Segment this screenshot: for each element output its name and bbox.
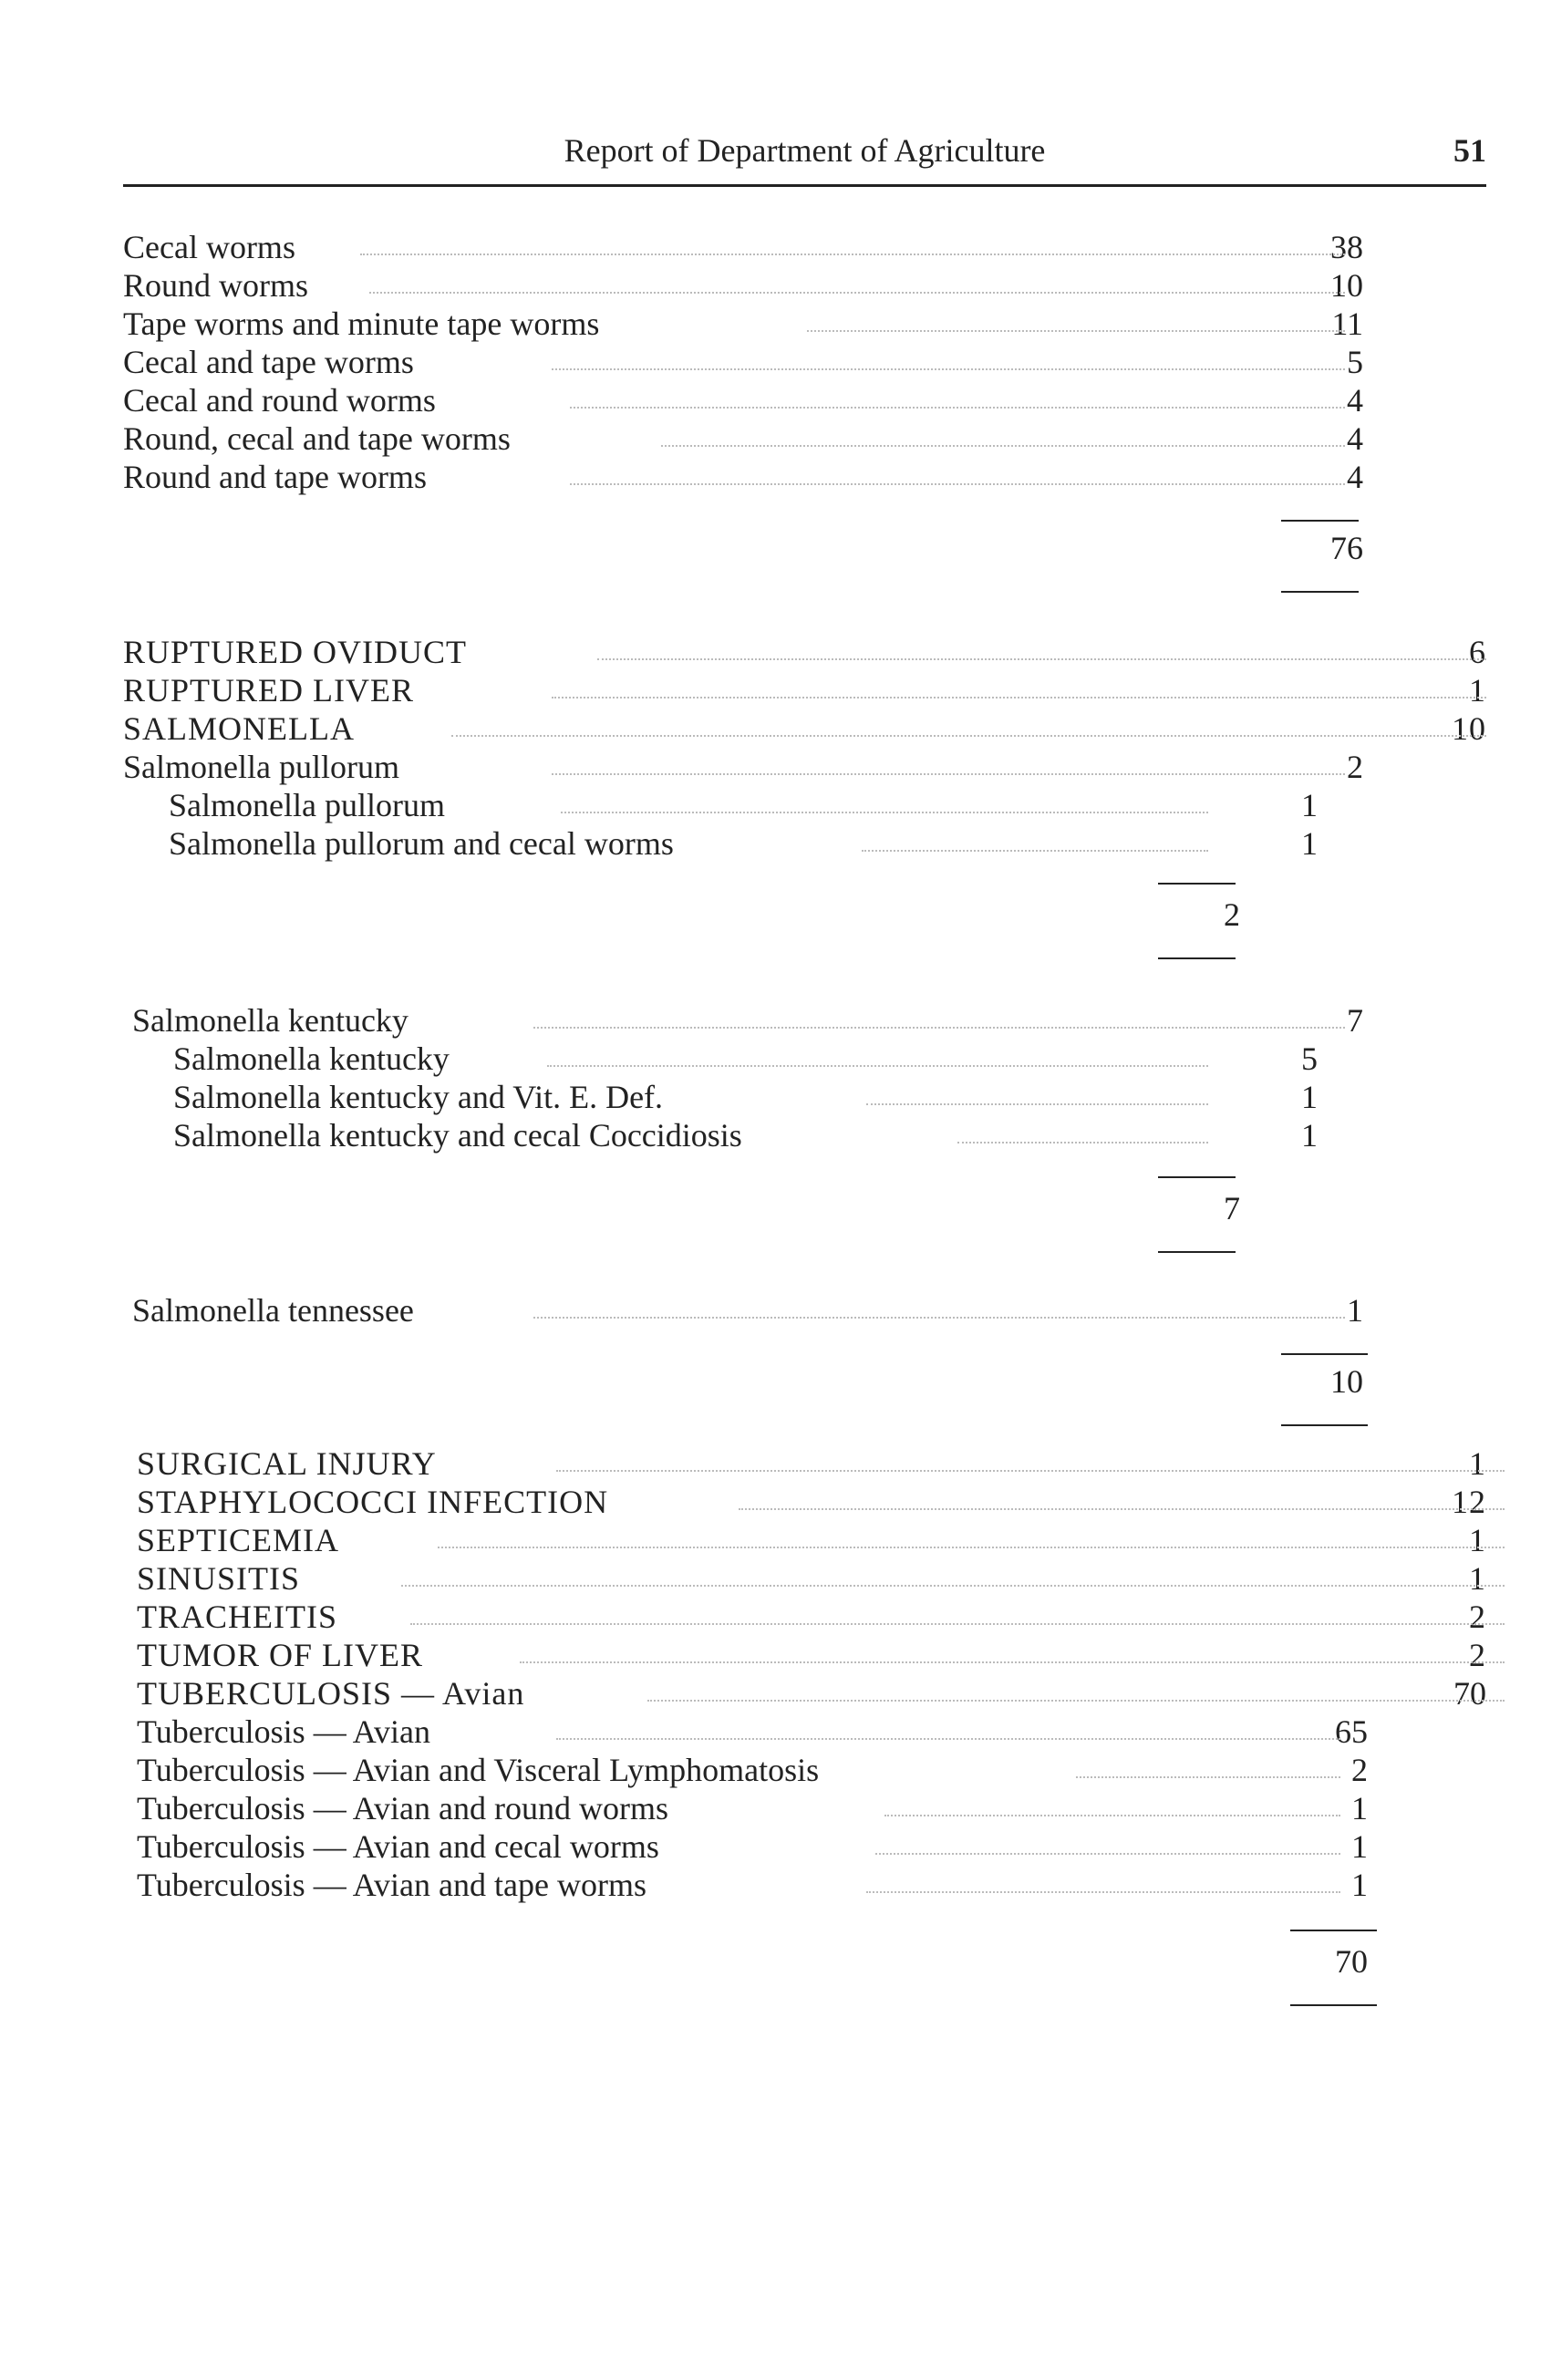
row-value: 1 <box>1469 1522 1486 1558</box>
leader-dots <box>369 292 1345 294</box>
leader-dots <box>862 850 1208 852</box>
table-row <box>137 1444 1491 1483</box>
subtotal: 2 <box>1224 896 1240 933</box>
table-row <box>123 633 1491 671</box>
row-value: 38 <box>1330 229 1363 265</box>
leader-dots <box>556 1738 1340 1740</box>
row-label: Tuberculosis — Avian and tape worms <box>137 1866 652 1904</box>
table-row <box>137 1827 1372 1866</box>
row-label: SALMONELLA <box>123 709 360 748</box>
row-label: Salmonella pullorum and cecal worms <box>169 824 679 863</box>
table-row <box>123 266 1363 305</box>
row-value: 1 <box>1351 1790 1368 1826</box>
row-value: 65 <box>1335 1713 1368 1750</box>
table-row <box>137 1866 1372 1904</box>
table-row <box>132 1001 1363 1040</box>
leader-dots <box>739 1508 1505 1510</box>
leader-dots <box>547 1065 1208 1067</box>
row-value: 2 <box>1351 1752 1368 1788</box>
sum-rule <box>1281 1424 1368 1426</box>
subtotal: 70 <box>1335 1943 1368 1980</box>
table-row <box>137 1559 1491 1598</box>
row-label: Tape worms and minute tape worms <box>123 305 605 343</box>
leader-dots <box>401 1585 1505 1587</box>
sum-rule <box>1290 2004 1377 2006</box>
leader-dots <box>866 1891 1340 1893</box>
table-row <box>173 1040 1318 1078</box>
table-row <box>123 305 1363 343</box>
leader-dots <box>533 1027 1345 1029</box>
row-value: 70 <box>1453 1675 1486 1712</box>
sum-rule <box>1158 1251 1236 1253</box>
row-label: Tuberculosis — Avian and cecal worms <box>137 1827 665 1866</box>
page-number: 51 <box>1453 132 1486 169</box>
row-label: Round, cecal and tape worms <box>123 419 516 458</box>
row-label: Salmonella pullorum <box>123 748 405 786</box>
table-row <box>123 709 1491 748</box>
subtotal: 10 <box>1330 1363 1363 1400</box>
row-value: 6 <box>1469 634 1486 670</box>
row-value: 1 <box>1469 1560 1486 1597</box>
subtotal: 76 <box>1330 530 1363 566</box>
leader-dots <box>570 483 1345 485</box>
row-label: Salmonella kentucky and cecal Coccidiosis <box>173 1116 748 1154</box>
sum-rule <box>1281 1353 1368 1355</box>
table-row <box>173 1116 1318 1154</box>
row-value: 4 <box>1347 382 1363 419</box>
subtotal: 7 <box>1224 1190 1240 1226</box>
leader-dots <box>533 1317 1345 1319</box>
row-label: TRACHEITIS <box>137 1598 343 1636</box>
table-row <box>137 1713 1372 1751</box>
sum-rule <box>1281 591 1359 593</box>
table-row <box>123 228 1363 266</box>
row-value: 5 <box>1347 344 1363 380</box>
row-value: 1 <box>1347 1292 1363 1329</box>
row-label: Salmonella kentucky <box>173 1040 455 1078</box>
row-value: 2 <box>1347 749 1363 785</box>
row-label: Salmonella pullorum <box>169 786 450 824</box>
row-value: 7 <box>1347 1002 1363 1039</box>
row-value: 2 <box>1469 1637 1486 1673</box>
sum-rule <box>1158 957 1236 959</box>
leader-dots <box>520 1661 1505 1663</box>
table-row <box>137 1521 1491 1559</box>
table-row <box>169 786 1318 824</box>
row-value: 12 <box>1452 1484 1486 1520</box>
leader-dots <box>884 1815 1340 1816</box>
row-value: 1 <box>1301 1079 1318 1115</box>
row-label: Salmonella kentucky <box>132 1001 414 1040</box>
row-value: 1 <box>1351 1867 1368 1903</box>
table-row <box>137 1483 1491 1521</box>
row-label: RUPTURED LIVER <box>123 671 419 709</box>
table-row <box>173 1078 1318 1116</box>
table-row <box>137 1751 1372 1789</box>
row-label: Tuberculosis — Avian and Visceral Lymphomatosis <box>137 1751 824 1789</box>
leader-dots <box>360 254 1345 255</box>
row-label: Salmonella kentucky and Vit. E. Def. <box>173 1078 668 1116</box>
row-label: SURGICAL INJURY <box>137 1444 442 1483</box>
leader-dots <box>410 1623 1505 1625</box>
row-value: 1 <box>1469 1445 1486 1482</box>
leader-dots <box>552 773 1345 775</box>
row-value: 10 <box>1452 710 1486 747</box>
table-row <box>137 1674 1491 1713</box>
row-label: TUBERCULOSIS — Avian <box>137 1674 530 1713</box>
row-value: 1 <box>1351 1828 1368 1865</box>
sum-rule <box>1290 1930 1377 1931</box>
table-row <box>123 748 1363 786</box>
table-row <box>123 343 1363 381</box>
row-label: Cecal and tape worms <box>123 343 419 381</box>
row-label: RUPTURED OVIDUCT <box>123 633 472 671</box>
row-value: 5 <box>1301 1040 1318 1077</box>
table-row <box>137 1598 1491 1636</box>
sum-rule <box>1158 1176 1236 1178</box>
row-value: 10 <box>1330 267 1363 304</box>
row-label: SEPTICEMIA <box>137 1521 345 1559</box>
table-row <box>123 458 1363 496</box>
row-label: TUMOR OF LIVER <box>137 1636 429 1674</box>
row-value: 4 <box>1347 420 1363 457</box>
sum-rule <box>1158 883 1236 885</box>
leader-dots <box>807 330 1345 332</box>
table-row <box>137 1636 1491 1674</box>
sum-rule <box>1281 520 1359 522</box>
table-row <box>169 824 1318 863</box>
page-header <box>123 129 1486 187</box>
row-value: 1 <box>1301 787 1318 823</box>
row-label: Salmonella tennessee <box>132 1291 419 1330</box>
row-label: Cecal worms <box>123 228 301 266</box>
leader-dots <box>866 1103 1208 1105</box>
row-value: 2 <box>1469 1599 1486 1635</box>
leader-dots <box>1076 1776 1340 1778</box>
row-label: Tuberculosis — Avian <box>137 1713 436 1751</box>
leader-dots <box>438 1547 1505 1548</box>
running-head: Report of Department of Agriculture <box>564 132 1046 169</box>
row-value: 1 <box>1301 825 1318 862</box>
leader-dots <box>875 1853 1340 1855</box>
row-label: Round worms <box>123 266 314 305</box>
row-value: 4 <box>1347 459 1363 495</box>
row-label: Cecal and round worms <box>123 381 441 419</box>
row-value: 11 <box>1331 305 1363 342</box>
table-row <box>123 381 1363 419</box>
leader-dots <box>597 658 1486 660</box>
table-row <box>132 1291 1363 1330</box>
leader-dots <box>561 812 1208 813</box>
row-label: Round and tape worms <box>123 458 432 496</box>
leader-dots <box>552 697 1486 698</box>
row-value: 1 <box>1469 672 1486 709</box>
leader-dots <box>957 1142 1208 1143</box>
row-label: STAPHYLOCOCCI INFECTION <box>137 1483 614 1521</box>
leader-dots <box>647 1700 1505 1702</box>
leader-dots <box>661 445 1345 447</box>
row-label: Tuberculosis — Avian and round worms <box>137 1789 674 1827</box>
row-value: 1 <box>1301 1117 1318 1154</box>
table-row <box>137 1789 1372 1827</box>
leader-dots <box>451 735 1486 737</box>
leader-dots <box>552 368 1345 370</box>
row-label: SINUSITIS <box>137 1559 305 1598</box>
table-row <box>123 671 1491 709</box>
leader-dots <box>570 407 1345 409</box>
table-row <box>123 419 1363 458</box>
leader-dots <box>556 1470 1505 1472</box>
